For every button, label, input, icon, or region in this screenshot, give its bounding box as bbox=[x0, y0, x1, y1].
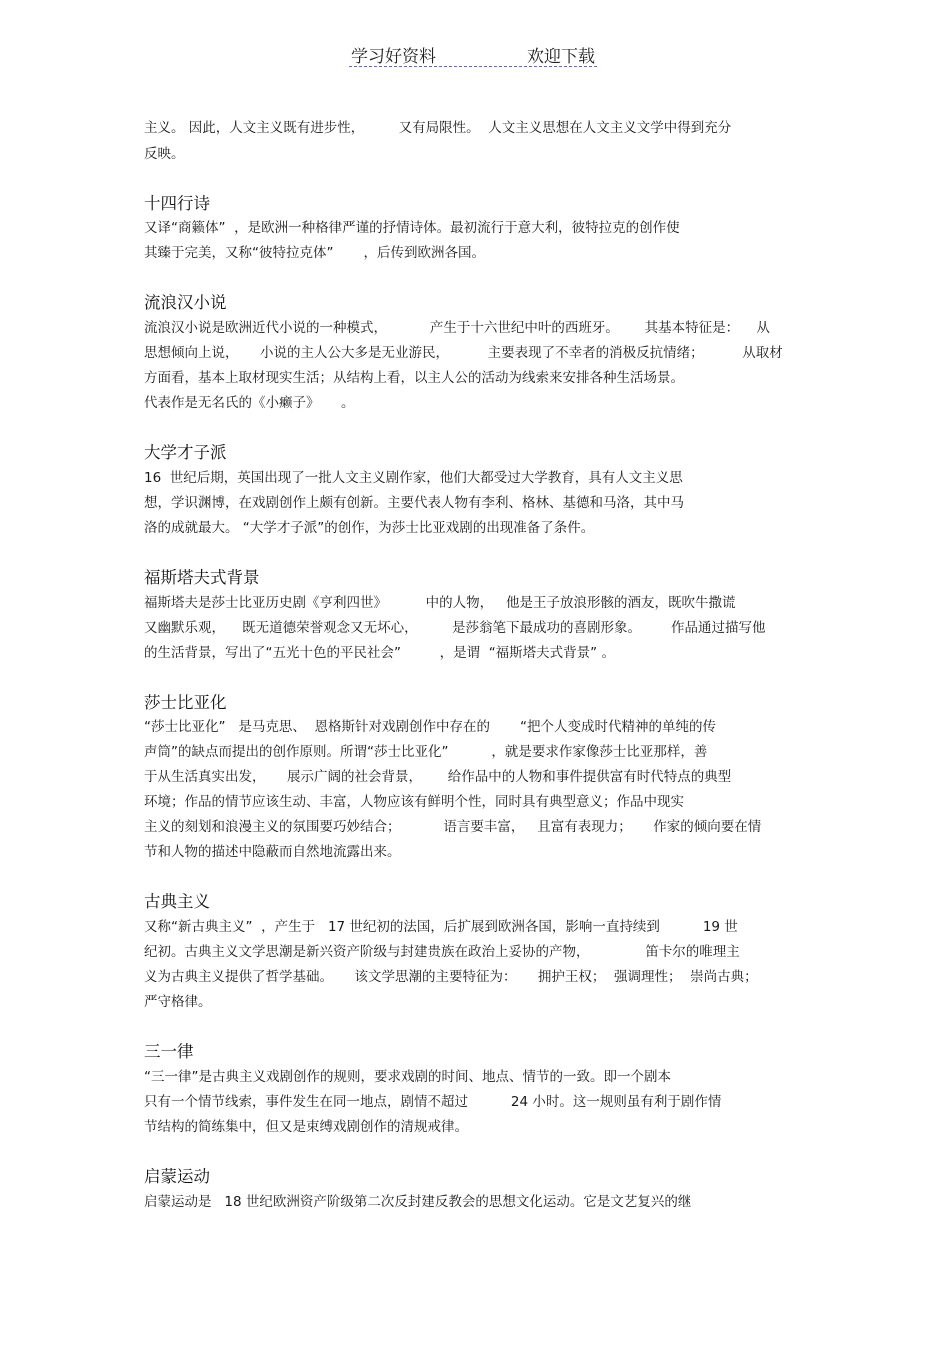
body-line: 声筒”的缺点而提出的创作原则。所谓“莎士比亚化” ，就是要求作家像莎士比亚那样，善 bbox=[144, 744, 708, 760]
body-line: 环境；作品的情节应该生动、丰富，人物应该有鲜明个性，同时具有典型意义；作品中现实 bbox=[144, 794, 684, 810]
body-line: 洛的成就最大。 “大学才子派”的创作，为莎士比亚戏剧的出现准备了条件。 bbox=[144, 520, 595, 536]
body-line: 代表作是无名氏的《小癞子》 。 bbox=[144, 395, 355, 411]
intro-line: 主义。 因此，人文主义既有进步性， 又有局限性。 人文主义思想在人文主义文学中得到充分 bbox=[144, 120, 732, 136]
body-line: 流浪汉小说是欧洲近代小说的一种模式， 产生于十六世纪中叶的西班牙。 其基本特征是： 从 bbox=[144, 320, 770, 336]
body-line: 纪初。古典主义文学思潮是新兴资产阶级与封建贵族在政治上妥协的产物， 笛卡尔的唯理主 bbox=[144, 944, 740, 960]
body-line: 的生活背景，写出了“五光十色的平民社会” ，是谓 “福斯塔夫式背景” 。 bbox=[144, 645, 615, 661]
section-title-enlightenment: 启蒙运动 bbox=[144, 1167, 210, 1186]
section-title-picaresque: 流浪汉小说 bbox=[144, 293, 227, 312]
body-line: 又译“商籁体” ，是欧洲一种格律严谨的抒情诗体。最初流行于意大利，彼特拉克的创作使 bbox=[144, 220, 680, 236]
body-line: 严守格律。 bbox=[144, 994, 212, 1010]
body-line: 又幽默乐观， 既无道德荣誉观念又无坏心， 是莎翁笔下最成功的喜剧形象。 作品通过描写他 bbox=[144, 620, 766, 636]
section-title-classicism: 古典主义 bbox=[144, 892, 210, 911]
section-title-three-unities: 三一律 bbox=[144, 1042, 194, 1061]
body-line: 节和人物的描述中隐蔽而自然地流露出来。 bbox=[144, 844, 401, 860]
body-line: 启蒙运动是 18 世纪欧洲资产阶级第二次反封建反教会的思想文化运动。它是文艺复兴的继 bbox=[144, 1194, 692, 1210]
section-title-shakespearize: 莎士比亚化 bbox=[144, 693, 227, 712]
body-line: 想，学识渊博，在戏剧创作上颇有创新。主要代表人物有李利、格林、基德和马洛，其中马 bbox=[144, 495, 684, 511]
intro-line: 反映。 bbox=[144, 146, 185, 162]
body-line: 其臻于完美，又称“彼特拉克体” ，后传到欧洲各国。 bbox=[144, 245, 486, 261]
body-line: “莎士比亚化” 是马克思、 恩格斯针对戏剧创作中存在的 “把个人变成时代精神的单纯的传 bbox=[144, 719, 716, 735]
body-line: 只有一个情节线索，事件发生在同一地点，剧情不超过 24 小时。这一规则虽有利于剧作情 bbox=[144, 1094, 722, 1110]
body-line: 节结构的简练集中，但又是束缚戏剧创作的清规戒律。 bbox=[144, 1119, 468, 1135]
section-title-university-wits: 大学才子派 bbox=[144, 443, 227, 462]
body-line: 于从生活真实出发， 展示广阔的社会背景， 给作品中的人物和事件提供富有时代特点的典型 bbox=[144, 769, 732, 785]
body-line: 主义的刻划和浪漫主义的氛围要巧妙结合； 语言要丰富， 且富有表现力； 作家的倾向要在情 bbox=[144, 819, 762, 835]
body-line: 16 世纪后期，英国出现了一批人文主义剧作家，他们大都受过大学教育，具有人文主义思 bbox=[144, 470, 683, 486]
body-line: “三一律”是古典主义戏剧创作的规则，要求戏剧的时间、地点、情节的一致。即一个剧本 bbox=[144, 1069, 671, 1085]
header-left-label: 学习好资料 bbox=[351, 47, 436, 67]
section-title-falstaffian: 福斯塔夫式背景 bbox=[144, 568, 260, 587]
body-line: 福斯塔夫是莎士比亚历史剧《亨利四世》 中的人物， 他是王子放浪形骸的酒友，既吹牛撒谎 bbox=[144, 595, 736, 611]
header-right-label: 欢迎下载 bbox=[527, 47, 595, 67]
body-line: 方面看，基本上取材现实生活；从结构上看，以主人公的活动为线索来安排各种生活场景。 bbox=[144, 370, 684, 386]
body-line: 义为古典主义提供了哲学基础。 该文学思潮的主要特征为： 拥护王权； 强调理性； 崇尚古典； bbox=[144, 969, 758, 985]
body-line: 思想倾向上说， 小说的主人公大多是无业游民， 主要表现了不幸者的消极反抗情绪； 从取材 bbox=[144, 345, 783, 361]
section-title-sonnet: 十四行诗 bbox=[144, 194, 210, 213]
body-line: 又称“新古典主义” ，产生于 17 世纪初的法国，后扩展到欧洲各国，影响一直持续到 19 世 bbox=[144, 919, 738, 935]
